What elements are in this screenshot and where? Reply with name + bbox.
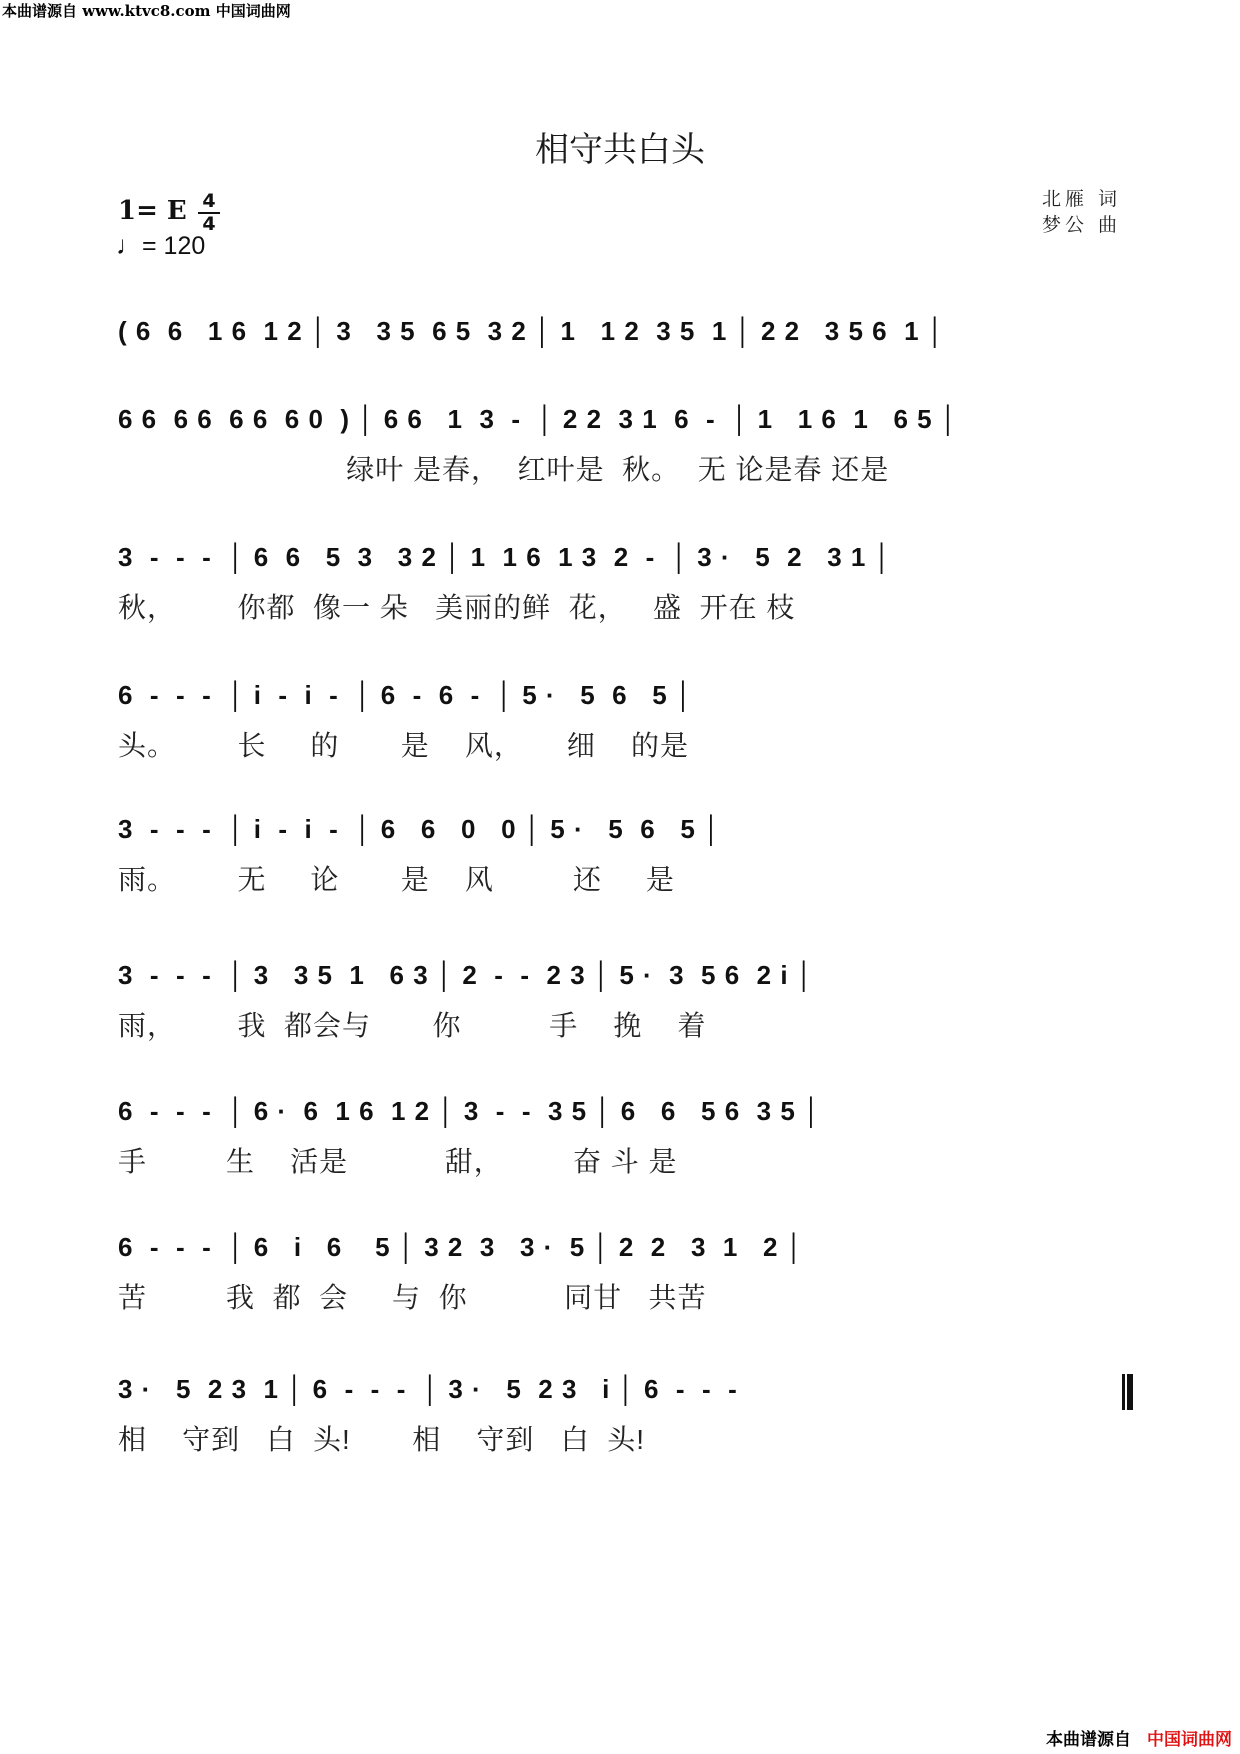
top-watermark: 本曲谱源自 www.ktvc8.com 中国词曲网 [2, 2, 291, 20]
score-line-5 [0, 814, 1240, 934]
score-line-8 [0, 1232, 1240, 1352]
quarter-note-icon: ♩ [116, 230, 142, 260]
notes-line-7: 6 - - - │ 6 · 6 1 6 1 2 │ 3 - - 3 5 │ 6 6 5 6 3 5 │ [118, 1096, 822, 1126]
site-label: 中国词曲网 [1147, 1730, 1232, 1750]
lyrics-line-4: 头。 长 的 是 风， 细 的是 [118, 730, 689, 761]
score-line-4 [0, 680, 1240, 800]
lyrics-line-3: 秋， 你都 像一 朵 美丽的鲜 花， 盛 开在 枝 [118, 592, 796, 623]
notes-line-1: ( 6 6 1 6 1 2 │ 3 3 5 6 5 3 2 │ 1 1 2 3 5 1 │ 2 2 3 5 6 1 │ [118, 316, 945, 346]
composer-credit: 梦公 曲 [1042, 214, 1122, 236]
time-signature-top: 4 [202, 190, 216, 212]
score-line-9 [0, 1374, 1240, 1494]
lyricist-credit: 北雁 词 [1042, 188, 1122, 210]
notes-line-5: 3 - - - │ i - i - │ 6 6 0 0 │ 5 · 5 6 5 │ [118, 814, 722, 844]
lyrics-line-9: 相 守到 白 头! 相 守到 白 头! [118, 1424, 646, 1455]
bottom-watermark [1046, 1725, 1232, 1750]
lyrics-line-2: 绿叶 是春， 红叶是 秋。 无 论是春 还是 [118, 454, 890, 485]
source-label: 本曲谱源自 [1046, 1730, 1131, 1750]
notes-line-6: 3 - - - │ 3 3 5 1 6 3 │ 2 - - 2 3 │ 5 · 3 5 6 2 i │ [118, 960, 815, 990]
notes-line-2: 6 6 6 6 6 6 6 0 ) │ 6 6 1 3 - │ 2 2 3 1 6 - │ 1 1 6 1 6 5 │ [118, 404, 959, 434]
key-signature: 1= E [118, 196, 187, 226]
lyrics-line-8: 苦 我 都 会 与 你 同甘 共苦 [118, 1282, 707, 1313]
song-title: 相守共白头 [535, 131, 705, 169]
notes-line-3: 3 - - - │ 6 6 5 3 3 2 │ 1 1 6 1 3 2 - │ 3 · 5 2 3 1 │ [118, 542, 892, 572]
notes-line-9: 3 · 5 2 3 1 │ 6 - - - │ 3 · 5 2 3 i │ 6 - - - [118, 1374, 738, 1404]
final-barline-thick [1127, 1374, 1133, 1410]
credits [1042, 186, 1121, 238]
notes-line-8: 6 - - - │ 6 i 6 5 │ 3 2 3 3 · 5 │ 2 2 3 1 2 │ [118, 1232, 804, 1262]
notes-line-4: 6 - - - │ i - i - │ 6 - 6 - │ 5 · 5 6 5 │ [118, 680, 694, 710]
score-line-7 [0, 1096, 1240, 1216]
time-signature [198, 192, 220, 234]
lyrics-line-7: 手 生 活是 甜， 奋 斗 是 [118, 1146, 678, 1177]
final-barline-thin [1122, 1374, 1125, 1410]
time-signature-bottom: 4 [202, 213, 216, 235]
tempo-marking [116, 230, 205, 261]
score-line-6 [0, 960, 1240, 1080]
score-line-3 [0, 542, 1240, 662]
score-line-2 [0, 404, 1240, 524]
lyrics-line-6: 雨， 我 都会与 你 手 挽 着 [118, 1010, 707, 1041]
tempo-value: = 120 [142, 232, 206, 260]
lyrics-line-5: 雨。 无 论 是 风 还 是 [118, 864, 675, 895]
